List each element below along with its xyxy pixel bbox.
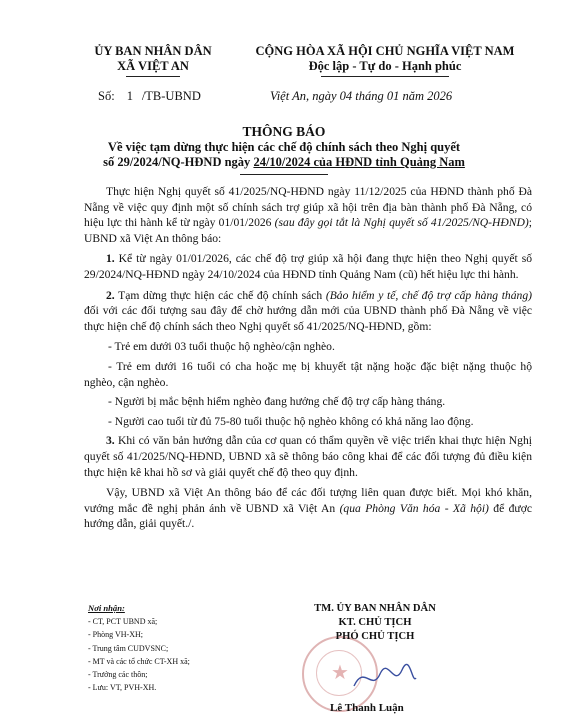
doc-no-suffix: /TB-UBND	[141, 89, 201, 103]
item-1	[84, 251, 532, 282]
item-1-text: Kể từ ngày 01/01/2026, các chế độ trợ giúp xã hội đang thực hiện theo Nghị quyết số 29/2024/NQ-HĐND ngày 24/10/2024 của HĐND tỉnh Quảng Nam (cũ) hết hiệu lực thi hành.	[84, 252, 532, 281]
item-3-text: Khi có văn bản hướng dẫn của cơ quan có thẩm quyền về việc triển khai thực hiện Nghị quyết số 41/2025/NQ-HĐND, UBND xã sẽ thông báo công khai để các đối tượng đủ điều kiện thực hiện kê khai hồ sơ và giải quyết chế độ theo quy định.	[84, 434, 532, 479]
date-line: Việt An, ngày 04 tháng 01 năm 2026	[270, 89, 453, 103]
item-1-number: 1.	[106, 252, 115, 266]
recipients-block	[88, 602, 288, 694]
bullet-item: - Trẻ em dưới 03 tuổi thuộc hộ nghèo/cận nghèo.	[108, 340, 335, 354]
intro-text: Thực hiện Nghị quyết số 41/2025/NQ-HĐND ngày 11/12/2025 của HĐND thành phố Đà Nẵng về việc quy định một số chính sách trợ giúp xã hội trên địa bàn thành phố Đà Nẵng, có hiệu lực thi hành kể từ ngày 01/01/2026	[84, 185, 532, 230]
item-3-number: 3.	[106, 434, 115, 448]
nation-line-2: Độc lập - Tự do - Hạnh phúc	[308, 59, 462, 73]
subject-line-2	[0, 155, 568, 170]
subject-line-2b: 24/10/2024 của HĐND tỉnh Quảng Nam	[253, 155, 465, 169]
agency-line-2: XÃ VIỆT AN	[117, 59, 189, 73]
motto-divider	[321, 76, 449, 77]
bullet-item: - Trẻ em dưới 16 tuổi có cha hoặc mẹ bị khuyết tật nặng hoặc đặc biệt nặng thuộc hộ nghèo, cận nghèo.	[84, 359, 532, 389]
document-type: THÔNG BÁO	[242, 124, 326, 139]
recipient-item: - Trưởng các thôn;	[88, 670, 148, 680]
sig-line-3: PHÓ CHỦ TỊCH	[335, 631, 415, 642]
bullet-item: - Người cao tuổi từ đủ 75-80 tuổi thuộc hộ nghèo không có khả năng lao động.	[108, 414, 474, 428]
title-divider	[240, 174, 328, 175]
item-2	[84, 288, 532, 335]
handwritten-signature	[350, 658, 420, 698]
recipients-heading: Nơi nhận:	[88, 603, 125, 613]
item-2-italic: (Bảo hiểm y tế, chế độ trợ cấp hàng tháng)	[325, 288, 532, 302]
agency-line-1: ỦY BAN NHÂN DÂN	[94, 44, 212, 58]
subject-line-2a: số 29/2024/NQ-HĐND ngày	[103, 155, 254, 169]
recipient-item: - MT và các tổ chức CT-XH xã;	[88, 656, 190, 666]
closing-italic: (qua Phòng Văn hóa - Xã hội)	[339, 501, 489, 515]
closing-text: Vậy, UBND xã Việt An thông báo để các đối tượng liên quan được biết. Mọi khó khăn, vướng mắc đề nghị phản ánh về UBND xã Việt An	[84, 486, 532, 515]
closing-paragraph	[84, 485, 532, 532]
recipient-item: - CT, PCT UBND xã;	[88, 617, 158, 627]
item-2-tail: đối với các đối tượng sau đây để chờ hướng dẫn mới của UBND thành phố Đà Nẵng về việc thực hiện chế độ chính sách theo Nghị quyết số 41/2025/NQ-HĐND, gồm:	[84, 304, 532, 333]
nation-line-1: CỘNG HÒA XÃ HỘI CHỦ NGHĨA VIỆT NAM	[255, 44, 515, 58]
bullet-item: - Người bị mắc bệnh hiểm nghèo đang hưởng chế độ trợ cấp hàng tháng.	[108, 395, 446, 409]
doc-no-value: 1	[126, 89, 133, 103]
intro-paragraph	[84, 184, 532, 246]
recipient-item: - Lưu: VT, PVH-XH.	[88, 683, 157, 693]
intro-italic: (sau đây gọi tắt là Nghị quyết số 41/2025/NQ-HĐND)	[274, 216, 529, 230]
agency-divider	[126, 76, 180, 77]
national-motto	[236, 44, 534, 77]
seal-star-icon: ★	[331, 662, 349, 684]
doc-no-label: Số:	[98, 89, 115, 103]
closing-tail: để được hướng dẫn, giải quyết./.	[84, 501, 532, 531]
recipient-item: - Phòng VH-XH;	[88, 630, 143, 640]
sig-line-2: KT. CHỦ TỊCH	[338, 617, 412, 628]
item-3	[84, 433, 532, 480]
signer-name: Lê Thanh Luận	[330, 702, 404, 714]
intro-tail: ; UBND xã Việt An thông báo:	[84, 216, 532, 245]
issuing-agency	[78, 44, 228, 77]
document-body	[84, 184, 532, 537]
item-2-number: 2.	[106, 288, 115, 302]
item-2-text: Tạm dừng thực hiện các chế độ chính sách	[114, 288, 326, 302]
recipient-item: - Trung tâm CUDVSNC;	[88, 643, 169, 653]
subject-line-1: Về việc tạm dừng thực hiện các chế độ chính sách theo Nghị quyết	[107, 140, 461, 154]
signature-block	[300, 602, 450, 644]
document-number	[98, 89, 201, 104]
sig-line-1: TM. ỦY BAN NHÂN DÂN	[314, 603, 436, 614]
